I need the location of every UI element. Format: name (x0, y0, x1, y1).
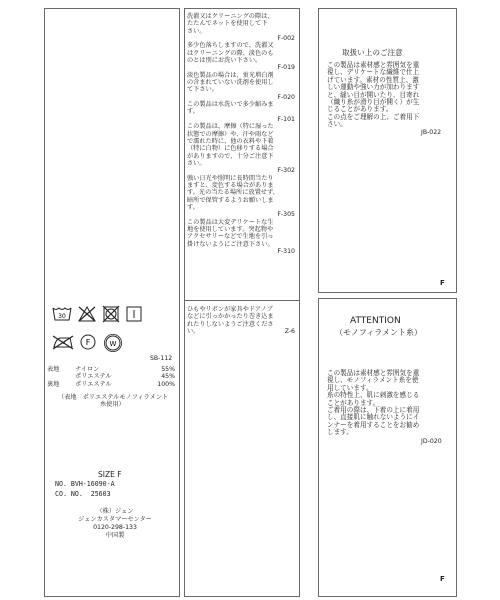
attention-line: 糸の特性上、肌に刺激を感じる (327, 391, 420, 400)
composition-material: ナイロン (75, 366, 100, 373)
notes-line: この製品は水洗いで多少縮みま (187, 101, 274, 109)
composition-row (47, 381, 175, 388)
handling-caution-line: この製品は素材感と雰囲気を重 (327, 61, 420, 69)
composition-part: 表地 (47, 366, 60, 373)
notes-line: 暗所で保管するようお願いしま (187, 196, 274, 204)
product-number: NO. BVH-16090-A (55, 480, 115, 488)
cord-caution-line: ひもやリボンが家具やドアノブ (187, 306, 273, 313)
company-line: 中国製 (105, 532, 125, 539)
attention-text (327, 370, 449, 437)
attention-line: ンナーを着用することをお勧め (327, 420, 420, 429)
company-line: ジュンカスタマーセンター (78, 516, 152, 523)
label4-mark: F (440, 575, 445, 583)
notes-line: す。 (187, 203, 199, 211)
attention-line: ご着用の際は、下着の上に着用 (327, 406, 420, 415)
company-line: （株）ジュン (96, 508, 134, 515)
composition-part: 裏地 (47, 380, 60, 388)
notes-line: 状態での摩擦）や、汗や雨など (187, 130, 274, 138)
attention-line: します。 (327, 428, 353, 437)
notes-line: 強い日光や照明に長時間当たり (187, 174, 274, 182)
no-tumble-dry-icon (102, 306, 120, 322)
composition-material: ポリエステル (75, 373, 112, 381)
color-number: CO. NO. 25603 (55, 490, 111, 498)
handling-caution-code: JB-022 (421, 129, 442, 136)
notes-line: がありますので、十分ご注意下 (187, 152, 274, 160)
handling-caution-line: この点をご理解の上、ご着用下 (327, 112, 420, 121)
notes-line: （特に白物）に色移りする場合 (187, 145, 274, 153)
composition-part (47, 373, 75, 380)
handling-caution-line: と、縫い目が開いたり、目寄れ (327, 90, 420, 99)
handling-caution-line: さい。 (327, 120, 347, 129)
attention-line: ことがあります。 (327, 398, 380, 407)
notes-line: す。 (187, 108, 199, 116)
notes-line: ますと、変色する場合がありま (187, 181, 274, 189)
notes-line: 掛けないようにご注意下さい。 (187, 240, 274, 248)
size-text: SIZE F (98, 470, 122, 479)
dryclean-letter: F (85, 338, 91, 347)
composition-row (47, 366, 175, 373)
composition-pct: 55% (161, 366, 175, 373)
company-line: 0120-298-133 (93, 524, 137, 531)
composition-material: ポリエステル (75, 380, 112, 388)
attention-title: ATTENTION (350, 316, 401, 326)
handling-caution-text (327, 62, 449, 129)
notes-code: F-019 (277, 64, 295, 72)
notes-code: F-020 (277, 93, 295, 101)
notes-code: F-302 (277, 167, 295, 175)
cord-caution-line: などに引っかかったり巻き込ま (187, 313, 274, 321)
no-bleach-icon (78, 306, 96, 322)
notes-line: さい。 (187, 27, 206, 35)
notes-line: アクセサリーなどで生地を引っ (187, 233, 274, 241)
handling-caution-line: 視し、デリケートな繊維で仕上 (327, 68, 420, 77)
attention-line: 視し、モノフィラメント糸を使 (327, 376, 419, 385)
notes-line: で濡れた時に、他の衣料や下着 (187, 137, 274, 145)
notes-line: す。光の当たる場所に放置せず、 (187, 189, 279, 197)
composition-pct: 45% (161, 373, 175, 381)
attention-line: この製品は素材感と雰囲気を重 (327, 369, 420, 377)
notes-line: たたんでネットを使用して下 (187, 20, 268, 28)
label2-divider (185, 300, 299, 301)
company-block (60, 508, 170, 540)
notes-code: F-310 (277, 248, 295, 255)
notes-line: て下さい。 (187, 86, 218, 94)
attention-subtitle: （モノフィラメント糸） (335, 328, 423, 337)
iron-low-icon (52, 334, 74, 350)
notes-line: はクリーニングの際、淡色のも (187, 49, 274, 57)
notes-line: 多少色落ちしますので、洗濯又 (187, 42, 274, 50)
notes-line: この製品は、摩擦（特に湿った (187, 123, 274, 131)
notes-line: 地を使用しています。突起物や (187, 225, 274, 233)
label1-code: SB-112 (150, 355, 173, 362)
wetclean-w-icon (104, 334, 122, 352)
washing-notes-text (187, 13, 295, 255)
notes-line: この製品は大変デリケートな生 (187, 218, 274, 226)
composition-note-line-1: （表地 ポリエステルモノフィラメント (58, 394, 169, 401)
wash-30-icon (52, 306, 72, 322)
handling-caution-line: げています。素材の性質上、激 (327, 75, 419, 84)
composition-pct: 100% (157, 380, 175, 388)
line-dry-icon (126, 306, 142, 322)
attention-code: JD-020 (421, 438, 442, 445)
wash-temp-text: 30 (58, 313, 66, 320)
notes-code: F-002 (277, 35, 295, 43)
handling-caution-line: （織り糸が滑り目が開く）が生 (327, 98, 420, 107)
wetclean-letter: W (109, 340, 117, 348)
attention-line: 用しています。 (327, 383, 373, 392)
notes-line: 淡色製品の場合は、蛍光増白剤 (187, 71, 274, 79)
notes-code: F-305 (277, 211, 295, 219)
composition-row (47, 373, 175, 380)
cord-caution-text (187, 306, 295, 335)
handling-caution-title: 取扱い上のご注意 (342, 48, 403, 57)
dryclean-f-icon (80, 334, 96, 350)
notes-code: F-101 (277, 115, 295, 123)
composition-table (47, 366, 175, 388)
cord-caution-line: れたりしないようご注意くださ (187, 320, 274, 328)
handling-caution-line: じることがあります。 (327, 105, 393, 114)
label3-mark: F (440, 279, 445, 287)
care-symbols (52, 302, 144, 362)
handling-caution-line: しい運動や強い力が加わります (327, 83, 420, 92)
notes-line: 洗濯又はクリーニングの際は、 (187, 13, 274, 20)
attention-label (318, 298, 457, 597)
cord-caution-code: Z-6 (284, 328, 295, 336)
notes-line: さい。 (187, 159, 206, 167)
composition-note-line-2: 糸使用） (100, 401, 125, 408)
notes-line: の含まれていない洗剤を使用し (187, 79, 274, 87)
notes-line: のとは別にお洗い下さい。 (187, 57, 262, 65)
attention-line: し、直接肌に触れないようにイ (327, 413, 420, 422)
cord-caution-line: い。 (187, 328, 200, 336)
